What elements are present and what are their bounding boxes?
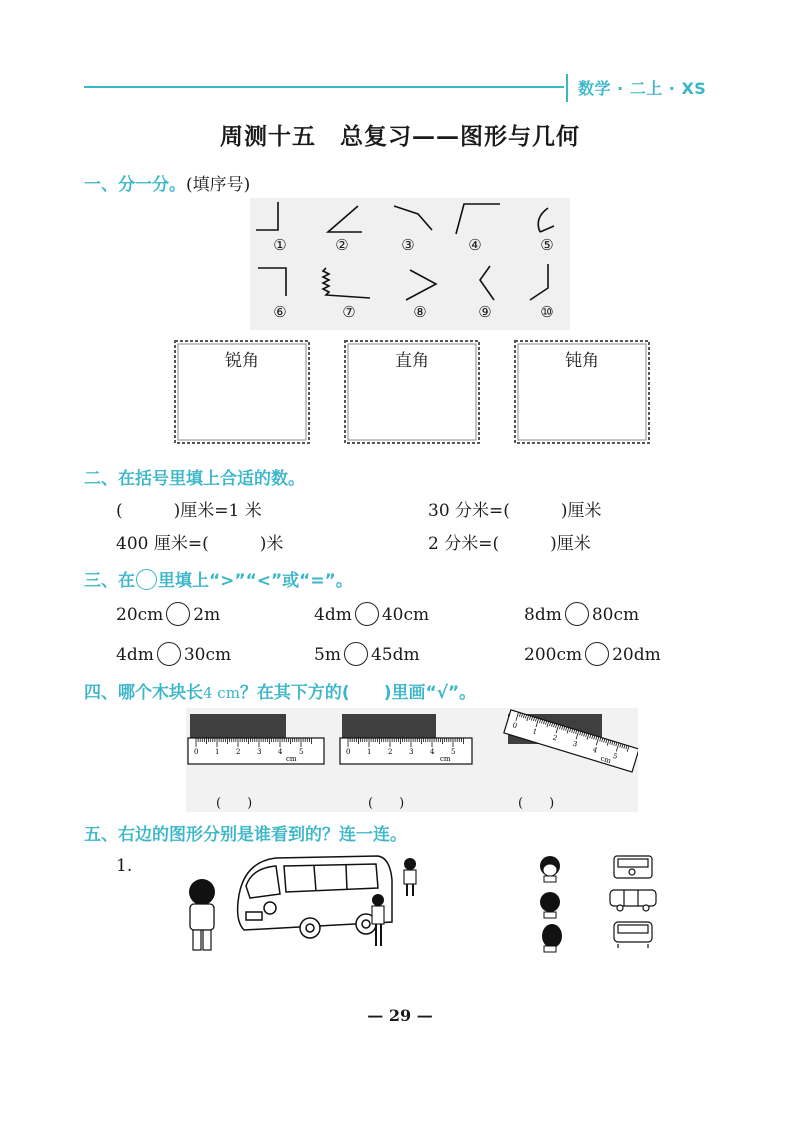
ruler-a-label-0: 0 [194, 748, 199, 756]
fill-item-4[interactable]: 2 分米=( )厘米 [428, 534, 591, 554]
header-tag: 数学 · 二上 · XS [578, 79, 707, 98]
section2-heading: 二、在括号里填上合适的数。 [84, 469, 305, 489]
compare-3-right: 80cm [591, 605, 640, 625]
angle-num-8: ⑧ [413, 303, 427, 321]
angle-num-10: ⑩ [540, 303, 554, 321]
page-number: — 29 — [367, 1006, 433, 1025]
ruler-c-label-1: 1 [531, 727, 539, 737]
box-acute[interactable] [172, 338, 312, 446]
section3-heading-post: 里填上“>”“<”或“=”。 [158, 571, 353, 591]
compare-1-right: 2m [193, 605, 221, 625]
section5-heading: 五、右边的图形分别是谁看到的？连一连。 [84, 825, 407, 845]
angle-num-1: ① [273, 236, 287, 254]
answer-c[interactable]: ( ) [518, 796, 555, 811]
compare-6-circle[interactable] [585, 642, 609, 666]
header-divider [566, 74, 568, 102]
answer-a[interactable]: ( ) [216, 796, 253, 811]
compare-2-right: 40cm [381, 605, 430, 625]
compare-5-left: 5m [314, 645, 341, 665]
compare-1 [116, 602, 220, 626]
van-views [610, 856, 656, 948]
section5-item-label: 1. [116, 856, 133, 876]
box-right-label: 直角 [395, 351, 429, 371]
angle-num-6: ⑥ [273, 303, 287, 321]
section3-heading-pre: 三、在 [84, 571, 135, 591]
angle-num-9: ⑨ [478, 303, 492, 321]
angle-num-2: ② [335, 236, 349, 254]
compare-5-circle[interactable] [344, 642, 368, 666]
ruler-c-unit: cm [599, 754, 612, 766]
compare-2 [314, 602, 429, 626]
compare-6 [524, 642, 661, 666]
ruler-a-block [190, 714, 286, 738]
section3-heading [84, 566, 353, 591]
ruler-a-unit: cm [286, 755, 297, 763]
rulers-figure [186, 708, 638, 812]
ruler-b-block [342, 714, 436, 738]
compare-4-left: 4dm [116, 645, 154, 665]
compare-4-circle[interactable] [157, 642, 181, 666]
answer-b[interactable]: ( ) [368, 796, 405, 811]
heads-column [540, 856, 562, 952]
compare-1-circle[interactable] [166, 602, 190, 626]
ruler-b-label-0: 0 [346, 748, 351, 756]
ruler-a-label-5: 5 [299, 748, 304, 756]
page-title: 周测十五 总复习——图形与几何 [220, 123, 580, 150]
compare-6-left: 200cm [524, 645, 583, 665]
ruler-b-label-2: 2 [388, 748, 393, 756]
child-right [404, 858, 416, 896]
section4-heading-post: ？在其下方的( )里画“√”。 [239, 683, 477, 703]
compare-1-left: 20cm [116, 605, 164, 625]
section1-heading-text: 一、分一分。 [84, 175, 186, 195]
ruler-b-label-5: 5 [451, 748, 456, 756]
ruler-b-label-4: 4 [430, 748, 435, 756]
angle-num-7: ⑦ [342, 303, 356, 321]
fill-item-2[interactable]: 30 分米=( )厘米 [428, 501, 602, 521]
child-back-left [189, 879, 215, 950]
ruler-c-label-5: 5 [611, 751, 619, 761]
ruler-a-label-2: 2 [236, 748, 241, 756]
ruler-c-label-4: 4 [591, 745, 599, 755]
ruler-a-label-3: 3 [257, 748, 262, 756]
compare-6-right: 20dm [612, 645, 661, 665]
ruler-a-label-1: 1 [215, 748, 220, 756]
compare-5-right: 45dm [370, 645, 420, 665]
van-scene [180, 850, 660, 958]
fill-item-3[interactable]: 400 厘米=( )米 [116, 534, 284, 554]
compare-3-circle[interactable] [565, 602, 589, 626]
ruler-c-label-0: 0 [511, 721, 518, 731]
compare-5 [314, 642, 420, 666]
box-right[interactable] [342, 338, 482, 446]
ruler-a-label-4: 4 [278, 748, 283, 756]
header-rule [84, 86, 564, 88]
compare-2-circle[interactable] [355, 602, 379, 626]
compare-3-left: 8dm [524, 605, 562, 625]
ruler-b-label-1: 1 [367, 748, 372, 756]
ruler-c-label-3: 3 [571, 739, 579, 749]
box-acute-label: 锐角 [225, 351, 259, 371]
section4-heading [84, 678, 476, 703]
ruler-b-label-3: 3 [409, 748, 414, 756]
section1-note: (填序号) [186, 175, 251, 195]
angle-num-5: ⑤ [540, 236, 554, 254]
girl-side [372, 894, 384, 946]
angle-num-3: ③ [401, 236, 415, 254]
compare-4-right: 30cm [183, 645, 232, 665]
box-obtuse[interactable] [512, 338, 652, 446]
section4-heading-len: 4 cm [203, 684, 240, 702]
section4-heading-pre: 四、哪个木块长 [84, 683, 203, 703]
ruler-c-label-2: 2 [551, 733, 559, 743]
compare-2-left: 4dm [314, 605, 352, 625]
fill-item-1[interactable]: ( )厘米=1 米 [116, 501, 262, 521]
box-obtuse-label: 钝角 [565, 351, 599, 371]
section1-heading [84, 170, 250, 195]
angle-num-4: ④ [468, 236, 482, 254]
ruler-b-unit: cm [440, 755, 451, 763]
compare-3 [524, 602, 639, 626]
compare-4 [116, 642, 231, 666]
circle-icon [136, 569, 157, 590]
van-drawing [238, 856, 392, 938]
